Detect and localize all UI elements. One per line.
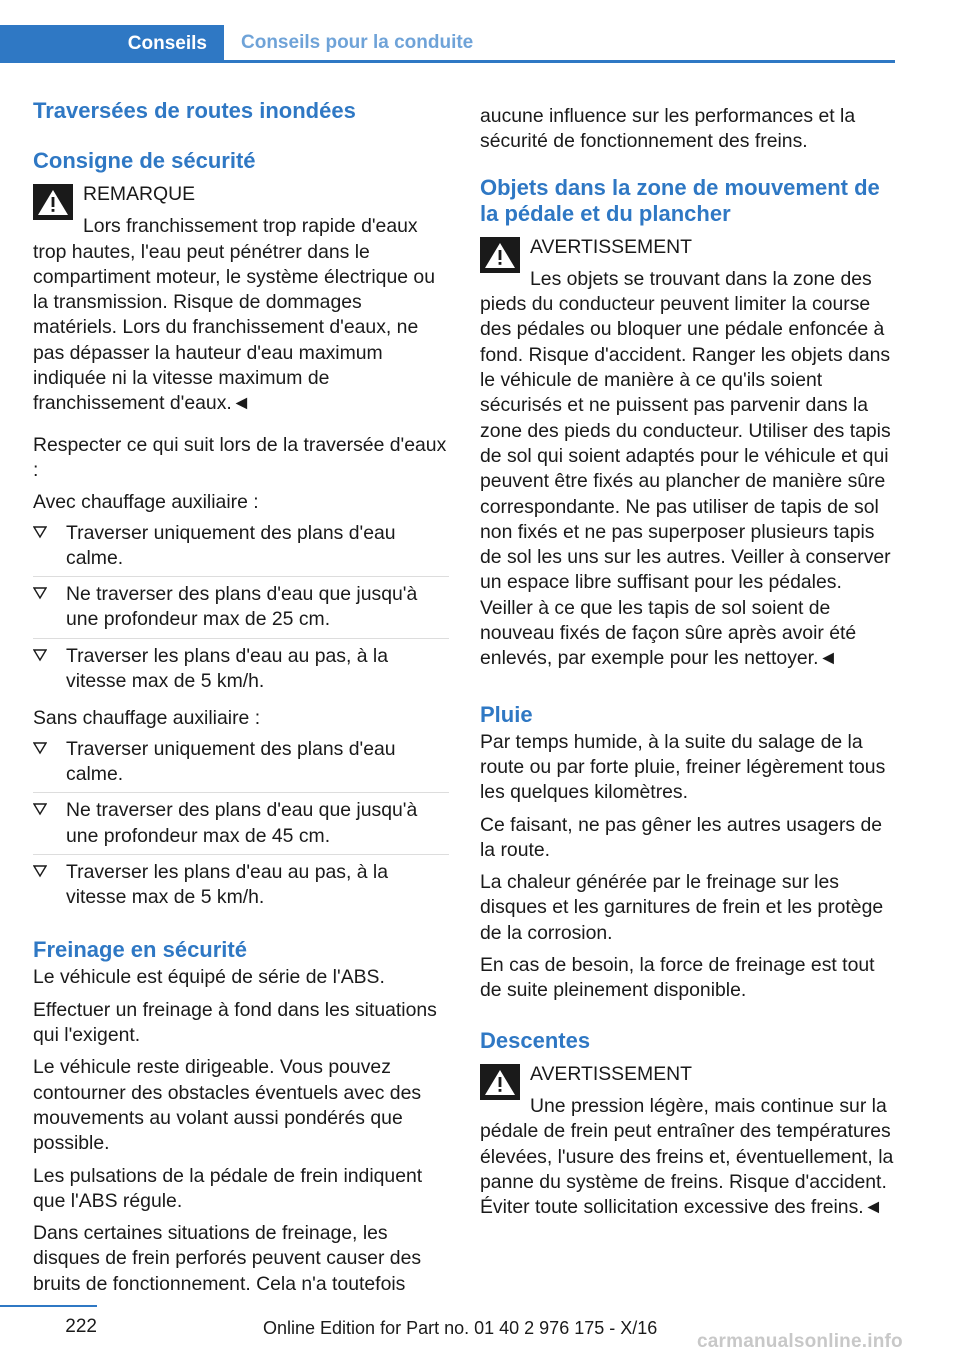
paragraph-abs: Le véhicule est équipé de série de l'ABS. (33, 966, 385, 989)
list-item: Traverser uniquement des plans d'eau calme. (33, 516, 449, 578)
paragraph-full-braking: Effectuer un freinage à fond dans les situations qui l'exigent. (33, 998, 437, 1047)
heading-flooded-roads: Traversées de routes inondées (33, 98, 356, 123)
triangle-bullet-icon (33, 802, 47, 816)
list-without-heater (33, 732, 449, 916)
list-item: Traverser uniquement des plans d'eau calme. (33, 732, 449, 794)
footer-rule (0, 1305, 97, 1307)
paragraph-brake-force: En cas de besoin, la force de freinage est tout de suite pleinement disponible. (480, 954, 875, 1002)
header-rule (0, 60, 895, 63)
heading-safety-note: Consigne de sécurité (33, 148, 256, 173)
page-number: 222 (65, 1316, 97, 1337)
list-with-heater (33, 516, 449, 700)
heading-rain: Pluie (480, 701, 533, 727)
list-item: Traverser les plans d'eau au pas, à la vitesse max de 5 km/h. (33, 639, 449, 700)
warning-label: AVERTISSEMENT (530, 1062, 692, 1085)
paragraph-with-heater: Avec chauffage auxiliaire : (33, 491, 259, 514)
triangle-bullet-icon (33, 741, 47, 755)
paragraph-without-heater: Sans chauffage auxiliaire : (33, 707, 261, 730)
heading-descents: Descentes (480, 1027, 591, 1053)
warning-block-descents (480, 1062, 896, 1221)
list-item: Traverser les plans d'eau au pas, à la vitesse max de 5 km/h. (33, 855, 449, 916)
list-item: Ne traverser des plans d'eau que jusqu'à une profondeur max de 25 cm. (33, 577, 449, 639)
page-header (0, 25, 895, 63)
warning-text: Les objets se trouvant dans la zone des pieds du conducteur peuvent limiter la course des pédales ou bloquer une pédale enfoncée à fond. Risque d'accident. Ranger les objets dans le véhicule de manière à ce qu'ils soient sécurisés et ne puissent pas parvenir dans la zone des pieds du conducteur. Utiliser des tapis de sol qui soient adaptés pour le véhicule et qui peuvent être fixés au plancher de manière sûre correspondante. Ne pas utiliser de tapis de sol non fixés et ne pas superposer plusieurs tapis de sol les uns sur les autres. Veiller à conserver un espace libre suffisant pour les pédales. Veiller à ce que les tapis de sol soient de nouveau fixés de façon sûre après avoir été enlevés, par exemple pour les nettoyer.◄ (480, 267, 891, 670)
paragraph-other-users: Ce faisant, ne pas gêner les autres usagers de la route. (480, 813, 883, 861)
paragraph-pedal-pulsation: Les pulsations de la pédale de frein indiquent que l'ABS régule. (33, 1164, 423, 1212)
paragraph-perforated-discs: Dans certaines situations de freinage, les disques de frein perforés peuvent causer des bruits de fonctionnement. Cela n'a toutefois (33, 1222, 422, 1295)
warning-text: Une pression légère, mais continue sur la pédale de frein peut entraîner des températures élevées, l'usure des freins et, éventuellement, la panne du système de freins. Risque d'accident. Éviter toute sollicitation excessive des freins.◄ (480, 1094, 894, 1219)
triangle-bullet-icon (33, 525, 47, 539)
warning-block-remarque (33, 182, 449, 417)
left-column (33, 98, 449, 1297)
triangle-bullet-icon (33, 586, 47, 600)
edition-note: Online Edition for Part no. 01 40 2 976 175 - X/16 (263, 1318, 658, 1338)
paragraph-steerable: Le véhicule reste dirigeable. Vous pouvez contourner des obstacles éventuels avec des mouvements au volant aussi pondérés que possible. (33, 1056, 422, 1155)
heading-objects-pedal-zone: Objets dans la zone de mouvement de la pédale et du plancher (480, 174, 880, 226)
watermark-text: carmanualsonline.info (697, 1331, 903, 1352)
section-tab-conduite[interactable]: Conseils pour la conduite (241, 32, 474, 53)
warning-block-objects (480, 235, 896, 672)
warning-label: AVERTISSEMENT (530, 235, 692, 258)
paragraph-continued: aucune influence sur les performances et la sécurité de fonctionnement des freins. (480, 105, 856, 153)
triangle-bullet-icon (33, 648, 47, 662)
warning-triangle-icon (480, 1064, 520, 1100)
heading-safe-braking: Freinage en sécurité (33, 937, 247, 963)
warning-label: REMARQUE (83, 183, 196, 205)
paragraph-heat-protects: La chaleur générée par le freinage sur les disques et les garnitures de frein et les protège de la corrosion. (480, 871, 884, 944)
warning-triangle-icon (33, 184, 73, 220)
right-column (480, 98, 896, 1220)
section-tab-conseils[interactable]: Conseils (0, 25, 224, 63)
paragraph-rain-braking: Par temps humide, à la suite du salage de la route ou par forte pluie, freiner légèrement tous les quelques kilomètres. (480, 730, 886, 804)
paragraph-respect: Respecter ce qui suit lors de la traversée d'eaux : (33, 433, 447, 481)
triangle-bullet-icon (33, 864, 47, 878)
warning-triangle-icon (480, 237, 520, 273)
warning-text: Lors franchissement trop rapide d'eaux trop hautes, l'eau peut pénétrer dans le compartiment moteur, le système électrique ou la transmission. Risque de dommages matériels. Lors du franchissement d'eaux, ne pas dépasser la hauteur d'eau maximum indiquée ni la vitesse maximum de franchissement d'eaux.◄ (33, 215, 435, 415)
list-item: Ne traverser des plans d'eau que jusqu'à une profondeur max de 45 cm. (33, 793, 449, 855)
